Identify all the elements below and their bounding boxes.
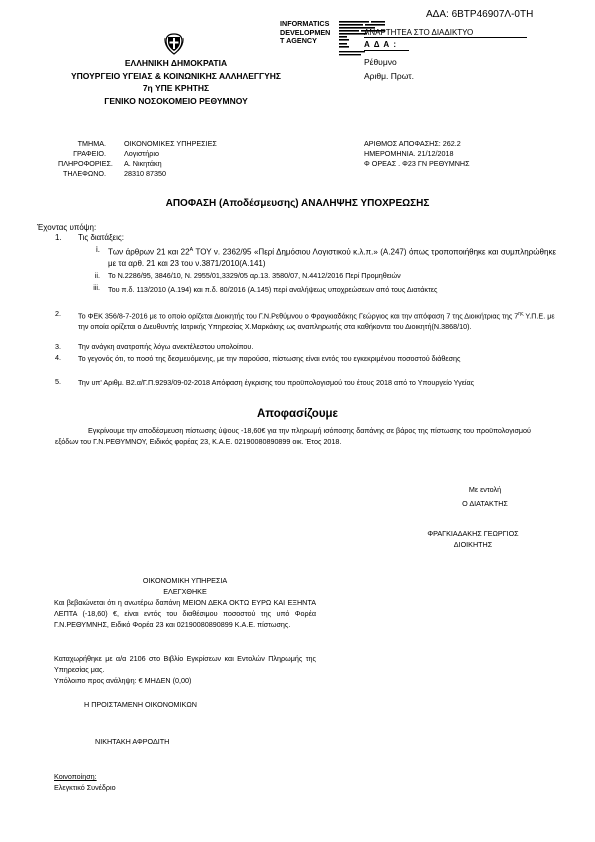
posted-underline xyxy=(364,37,527,38)
subitem-text: Το Ν.2286/95, 3846/10, Ν. 2955/01,3329/05 αρ.13. 3580/07, Ν.4412/2016 Περί Προμηθειών xyxy=(108,271,401,280)
decision-body: Φ ΟΡΕΑΣ . Φ23 ΓΝ ΡΕΘΥΜΝΗΣ xyxy=(364,159,470,168)
document-title: ΑΠΟΦΑΣΗ (Αποδέσμευσης) ΑΝΑΛΗΨΗΣ ΥΠΟΧΡΕΩΣΗΣ xyxy=(165,198,430,209)
item-number: 2. xyxy=(55,309,61,318)
info-value: ΟΙΚΟΝΟΜΙΚΕΣ ΥΠΗΡΕΣΙΕΣ xyxy=(124,139,217,148)
letterhead xyxy=(40,57,312,107)
info-labels xyxy=(58,139,113,179)
finance-service: ΟΙΚΟΝΟΜΙΚΗ ΥΠΗΡΕΣΙΑ xyxy=(142,576,228,585)
info-label: ΓΡΑΦΕΙΟ. xyxy=(73,149,106,158)
finance-heading xyxy=(54,575,316,597)
subitem-number: iii. xyxy=(93,283,100,292)
republic-name: ΕΛΛΗΝΙΚΗ ΔΗΜΟΚΡΑΤΙΑ xyxy=(124,58,228,68)
di-stamp-line2: DEVELOPMEN xyxy=(280,27,331,37)
info-values xyxy=(124,139,217,179)
order-block xyxy=(425,483,545,511)
subitem-number: i. xyxy=(96,245,100,254)
posted-online-label: ΑΝΑΡΤΗΤΕΑ ΣΤΟ ΔΙΑΔΙΚΤΥΟ xyxy=(364,28,474,37)
order-authority: Ο ΔΙΑΤΑΚΤΗΣ xyxy=(462,499,508,508)
notify-recipient: Ελεγκτικό Συνέδριο xyxy=(54,783,116,792)
item-number: 5. xyxy=(55,377,61,386)
info-value: Λογιστήριο xyxy=(124,149,159,158)
item-number: 3. xyxy=(55,342,61,351)
notify-label: Κοινοποίηση: xyxy=(54,772,97,781)
decision-number: ΑΡΙΘΜΟΣ ΑΠΟΦΑΣΗΣ: 262.2 xyxy=(364,139,461,148)
finance-checked: ΕΛΕΓΧΘΗΚΕ xyxy=(163,587,207,596)
info-value: Α. Νικητάκη xyxy=(124,159,162,168)
item-text: Τις διατάξεις: xyxy=(78,233,124,242)
subitem-text: Των άρθρων 21 και $22^A$ ΤΟΥ ν. 2362/95 «Περί Δημόσιου Λογιστικού κ.λ.π.» (Α.247) όπως τροποποιήθηκε και συμπληρώθηκε με τα αρθ. 21 και 23 του ν.3871/2010(Α.141) xyxy=(108,247,557,268)
di-ada-heading: Α Δ Α : xyxy=(364,40,398,49)
finance-head-name: ΝΙΚΗΤΑΚΗ ΑΦΡΟΔΙΤΗ xyxy=(95,737,170,746)
ada-number: ΑΔΑ: 6ΒΤΡ46907Λ-0ΤΗ xyxy=(426,9,534,20)
finance-registration: Καταχωρήθηκε με α/α 2106 στο Βιβλίο Εγκρίσεων και Εντολών Πληρωμής της Υπηρεσίας μας. xyxy=(54,654,316,675)
ministry-name: ΥΠΟΥΡΓΕΙΟ ΥΓΕΙΑΣ & ΚΟΙΝΩΝΙΚΗΣ ΑΛΛΗΛΕΓΓΥΗΣ xyxy=(70,70,282,81)
info-label: ΤΜΗΜΑ. xyxy=(77,139,106,148)
protocol-number: Αριθμ. Πρωτ. xyxy=(364,70,414,81)
item-text: Την ανάγκη ανατροπής λόγω ανεκτέλεστου υπολοίπου. xyxy=(78,342,254,351)
item-text: Το ΦΕΚ 356/8-7-2016 με το οποίο ορίζεται Διοικητής του Γ.Ν.Ρεθύμνου ο Φραγκιαδάκης Γεώργιος και την απόφαση 7 της Διοικήτριας της $7^{\eta\varsigma}$ Υ.Π.Ε. με την οποία ορίζεται ο Διευθυντής Ιατρικής Υπηρεσίας Χ.Μαρκάκης ως αναπληρωτής στα καθήκοντα του Διοικητή(Ν.3868/10). xyxy=(78,311,555,332)
ype-name: 7η ΥΠΕ ΚΡΗΤΗΣ xyxy=(142,83,210,93)
order-line: Με εντολή xyxy=(468,485,502,494)
greek-coat-of-arms-icon xyxy=(164,33,184,55)
decision-meta xyxy=(364,139,470,169)
signatory-block xyxy=(398,528,548,550)
finance-head: Η ΠΡΟΙΣΤΑΜΕΝΗ ΟΙΚΟΝΟΜΙΚΩΝ xyxy=(84,700,197,709)
di-stamp-label xyxy=(280,20,330,46)
decision-text: Εγκρίνουμε την αποδέσμευση πίστωσης ύψους -18,60€ για την πληρωμή ισόποσης δαπάνης σε βάρος της πίστωσης του προϋπολογισμού εξόδων του Γ.Ν.ΡΕΘΥΜΝΟΥ, Ειδικός φορέας 23, Κ.Α.Ε. 02190080890899 οικ. Έτος 2018. xyxy=(55,426,531,446)
city-protocol-block xyxy=(364,56,414,83)
decide-heading: Αποφασίζουμε xyxy=(256,408,339,420)
item-number: 4. xyxy=(55,353,61,362)
item-text: Το γεγονός ότι, το ποσό της δεσμευόμενης, με την παρούσα, πίστωσης είναι εντός του εγκεκριμένου ποσοστού διάθεσης xyxy=(78,354,461,363)
info-label: ΤΗΛΕΦΩΝΟ. xyxy=(62,169,106,178)
finance-remaining: Υπόλοιπο προς ανάληψη: € ΜΗΔΕΝ (0,00) xyxy=(54,676,192,685)
item-number: 1. xyxy=(55,233,62,242)
info-label: ΠΛΗΡΟΦΟΡΙΕΣ. xyxy=(58,159,113,168)
hospital-name: ΓΕΝΙΚΟ ΝΟΣΟΚΟΜΕΙΟ ΡΕΘΥΜΝΟΥ xyxy=(104,95,248,106)
having-regard-label: Έχοντας υπόψη: xyxy=(37,223,97,232)
di-stamp-line1: INFORMATICS xyxy=(280,19,330,28)
di-stamp-line3: T AGENCY xyxy=(280,36,317,45)
subitem-text: Του π.δ. 113/2010 (Α.194) και π.δ. 80/2016 (Α.145) περί αναλήψεως υποχρεώσεων από τους Διατάκτες xyxy=(108,285,438,294)
signatory-name: ΦΡΑΓΚΙΑΔΑΚΗΣ ΓΕΩΡΓΙΟΣ xyxy=(427,529,519,538)
finance-certification: Και βεβαιώνεται ότι η ανωτέρω δαπάνη ΜΕΙΟΝ ΔΕΚΑ ΟΚΤΩ ΕΥΡΩ ΚΑΙ ΕΞΗΝΤΑ ΛΕΠΤΑ (-18,60) €, είναι εντός του διαθέσιμου ποσοστού της υπό Φορέα Γ.Ν.ΡΕΘΥΜΝΗΣ, Ειδικό Φορέα 23 και 02190080890899 Κ.Α.Ε. πίστωσης. xyxy=(54,598,316,630)
subitem-number: ii. xyxy=(94,271,100,280)
item-text: Την υπ' Αριθμ. Β2.α/Γ.Π.9293/09-02-2018 Απόφαση έγκρισης του προϋπολογισμού του έτους 2018 από το Υπουργείο Υγείας xyxy=(78,378,475,387)
city-name: Ρέθυμνο xyxy=(364,57,397,67)
di-ada-underline xyxy=(364,50,409,51)
info-value: 28310 87350 xyxy=(124,169,166,178)
decision-date: ΗΜΕΡΟΜΗΝΙΑ. 21/12/2018 xyxy=(364,149,454,158)
signatory-role: ΔΙΟΙΚΗΤΗΣ xyxy=(453,540,493,549)
